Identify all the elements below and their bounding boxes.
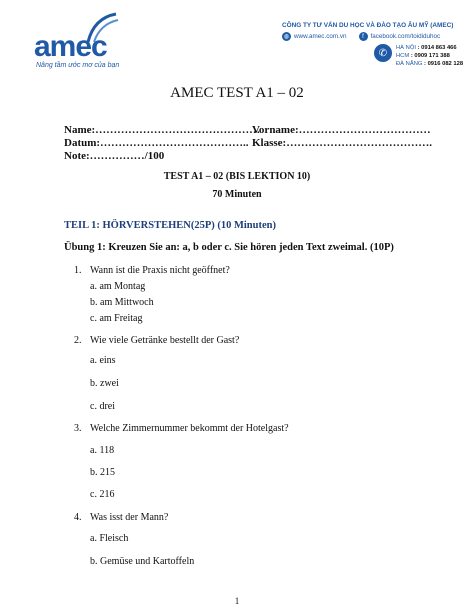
- answer-option: c. drei: [90, 401, 115, 412]
- note-field: Note:……………/100: [64, 150, 165, 162]
- answer-option: c. am Freitag: [90, 313, 143, 324]
- exercise-instruction: Übung 1: Kreuzen Sie an: a, b oder c. Sie hören jeden Text zweimal. (10P): [64, 242, 394, 253]
- globe-icon: ◍: [283, 33, 290, 40]
- vorname-field: Vorname:………………………………: [252, 124, 431, 136]
- test-heading: TEST A1 – 02 (BIS LEKTION 10): [163, 171, 311, 182]
- question-text: Wie viele Getränke bestellt der Gast?: [90, 335, 240, 346]
- answer-option: a. 118: [90, 445, 115, 456]
- question-number: 1.: [74, 265, 82, 276]
- klasse-field: Klasse:………………………………….: [252, 137, 432, 149]
- answer-option: c. 216: [90, 489, 115, 500]
- logo-tagline: Nâng tầm ước mơ của bạn: [36, 62, 120, 69]
- phone-danang: ĐÀ NẴNG : 0916 082 128: [396, 61, 464, 67]
- name-field: Name:………………………………………: [64, 124, 261, 136]
- phone-list: [396, 44, 463, 68]
- duration: 70 Minuten: [212, 189, 262, 200]
- company-name: CÔNG TY TƯ VẤN DU HỌC VÀ ĐÀO TẠO ÂU MỸ (AMEC): [282, 22, 454, 29]
- question-text: Welche Zimmernummer bekommt der Hotelgast?: [90, 423, 289, 434]
- phone-hcm: HCM : 0909 171 388: [396, 53, 450, 59]
- answer-option: b. 215: [90, 467, 115, 478]
- question-text: Wann ist die Praxis nicht geöffnet?: [90, 265, 230, 276]
- contact-links: [282, 32, 440, 41]
- logo: amec: [34, 30, 107, 63]
- section-heading: TEIL 1: HÖRVERSTEHEN(25P) (10 Minuten): [64, 220, 276, 231]
- question-number: 3.: [74, 423, 82, 434]
- question-number: 4.: [74, 512, 82, 523]
- question-text: Was isst der Mann?: [90, 512, 169, 523]
- phone-icon: ✆: [374, 44, 392, 62]
- answer-option: b. am Mittwoch: [90, 297, 154, 308]
- facebook-link[interactable]: facebook.com/toididuhoc: [370, 33, 441, 40]
- answer-option: a. Fleisch: [90, 533, 129, 544]
- question-number: 2.: [74, 335, 82, 346]
- page-number: 1: [234, 596, 240, 606]
- page-title: AMEC TEST A1 – 02: [170, 85, 304, 101]
- answer-option: b. Gemüse und Kartoffeln: [90, 556, 195, 567]
- answer-option: a. am Montag: [90, 281, 146, 292]
- phone-hanoi: HÀ NỘI : 0914 863 466: [396, 45, 457, 51]
- facebook-icon: f: [359, 32, 368, 41]
- answer-option: b. zwei: [90, 378, 119, 389]
- datum-field: Datum:…………………………………..: [64, 137, 249, 149]
- website-link[interactable]: www.amec.com.vn: [294, 33, 347, 40]
- answer-option: a. eins: [90, 355, 116, 366]
